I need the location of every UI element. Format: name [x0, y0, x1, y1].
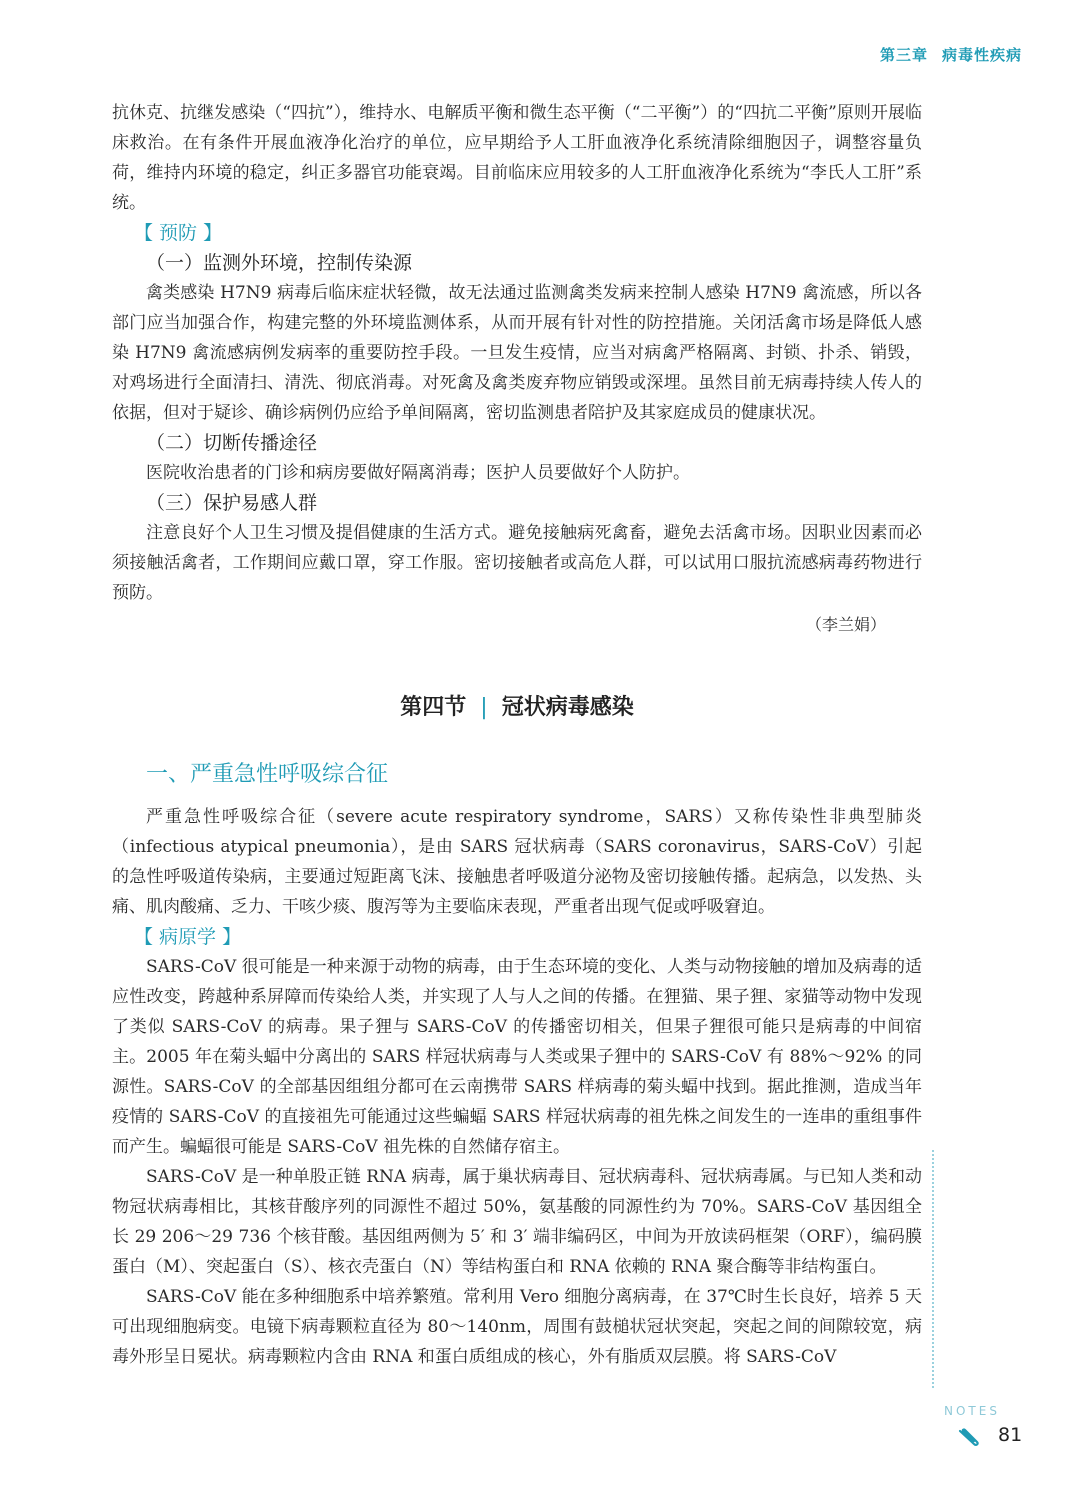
running-header: [880, 44, 1022, 65]
paperclip-icon: [956, 1426, 982, 1448]
page-body: [112, 98, 922, 1372]
notes-label: NOTES: [944, 1404, 1000, 1418]
paragraph-treatment: 抗休克、抗继发感染（“四抗”），维持水、电解质平衡和微生态平衡（“二平衡”）的“四抗二平衡”原则开展临床救治。在有条件开展血液净化治疗的单位，应早期给予人工肝血液净化系统清除细胞因子，调整容量负荷，维持内环境的稳定，纠正多器官功能衰竭。目前临床应用较多的人工肝血液净化系统为“李氏人工肝”系统。: [112, 103, 922, 213]
paragraph-etiology-genome: SARS-CoV 是一种单股正链 RNA 病毒，属于巢状病毒目、冠状病毒科、冠状病毒属。与已知人类和动物冠状病毒相比，其核苷酸序列的同源性不超过 50%，氨基酸的同源性约为 70%。SARS-CoV 基因组全长 29 206～29 736 个核苷酸。基因组两侧为 5′ 和 3′ 端非编码区，中间为开放读码框架（ORF），编码膜蛋白（M）、突起蛋白（S）、核衣壳蛋白（N）等结构蛋白和 RNA 依赖的 RNA 聚合酶等非结构蛋白。: [112, 1167, 922, 1277]
page-number: 81: [998, 1424, 1023, 1446]
section-title: [112, 690, 922, 726]
paragraph-etiology-culture: SARS-CoV 能在多种细胞系中培养繁殖。常利用 Vero 细胞分离病毒，在 37℃时生长良好，培养 5 天可出现细胞病变。电镜下病毒颗粒直径为 80～140nm，周围有鼓槌状冠状突起，突起之间的间隙较宽，病毒外形呈日冕状。病毒颗粒内含由 RNA 和蛋白质组成的核心，外有脂质双层膜。将 SARS-CoV: [112, 1287, 922, 1367]
subheading-monitor-environment: （一）监测外环境，控制传染源: [146, 252, 413, 274]
subheading-cut-transmission: （二）切断传播途径: [146, 432, 318, 454]
paragraph-monitor: 禽类感染 H7N9 病毒后临床症状轻微，故无法通过监测禽类发病来控制人感染 H7N9 禽流感，所以各部门应当加强合作，构建完整的外环境监测体系，从而开展有针对性的防控措施。关闭活禽市场是降低人感染 H7N9 禽流感病例发病率的重要防控手段。一旦发生疫情，应当对病禽严格隔离、封锁、扑杀、销毁，对鸡场进行全面清扫、清洗、彻底消毒。对死禽及禽类废弃物应销毁或深埋。虽然目前无病毒持续人传人的依据，但对于疑诊、确诊病例仍应给予单间隔离，密切监测患者陪护及其家庭成员的健康状况。: [112, 283, 922, 423]
subheading-protect-susceptible: （三）保护易感人群: [146, 492, 318, 514]
etiology-label: 【 病原学 】: [134, 926, 242, 948]
paragraph-cut-transmission: 医院收治患者的门诊和病房要做好隔离消毒；医护人员要做好个人防护。: [146, 463, 690, 483]
chapter-title: 病毒性疾病: [941, 46, 1022, 64]
section-divider: |: [480, 695, 488, 720]
section-name: 冠状病毒感染: [501, 695, 634, 720]
paragraph-protect: 注意良好个人卫生习惯及提倡健康的生活方式。避免接触病死禽畜，避免去活禽市场。因职业因素而必须接触活禽者，工作期间应戴口罩，穿工作服。密切接触者或高危人群，可以试用口服抗流感病毒药物进行预防。: [112, 523, 922, 603]
paragraph-sars-intro: 严重急性呼吸综合征（severe acute respiratory syndrome，SARS）又称传染性非典型肺炎（infectious atypical pneumonia），是由 SARS 冠状病毒（SARS coronavirus，SARS-CoV）引起的急性呼吸道传染病，主要通过短距离飞沫、接触患者呼吸道分泌物及密切接触传播。起病急，以发热、头痛、肌肉酸痛、乏力、干咳少痰、腹泻等为主要临床表现，严重者出现气促或呼吸窘迫。: [112, 807, 922, 917]
author-signature: （李兰娟）: [805, 615, 886, 634]
section-number: 第四节: [400, 695, 467, 720]
chapter-number: 第三章: [879, 46, 928, 64]
paragraph-etiology-origin: SARS-CoV 很可能是一种来源于动物的病毒，由于生态环境的变化、人类与动物接触的增加及病毒的适应性改变，跨越种系屏障而传染给人类，并实现了人与人之间的传播。在狸猫、果子狸、家猫等动物中发现了类似 SARS-CoV 的病毒。果子狸与 SARS-CoV 的传播密切相关，但果子狸很可能只是病毒的中间宿主。2005 年在菊头蝠中分离出的 SARS 样冠状病毒与人类或果子狸中的 SARS-CoV 有 88%～92% 的同源性。SARS-CoV 的全部基因组组分都可在云南携带 SARS 样病毒的菊头蝠中找到。据此推测，造成当年疫情的 SARS-CoV 的直接祖先可能通过这些蝙蝠 SARS 样冠状病毒的祖先株之间发生的一连串的重组事件而产生。蝙蝠很可能是 SARS-CoV 祖先株的自然储存宿主。: [112, 957, 922, 1157]
prevention-label: 【 预防 】: [134, 222, 223, 244]
heading-sars: 一、严重急性呼吸综合征: [146, 762, 389, 787]
notes-margin-line: [932, 1150, 934, 1388]
